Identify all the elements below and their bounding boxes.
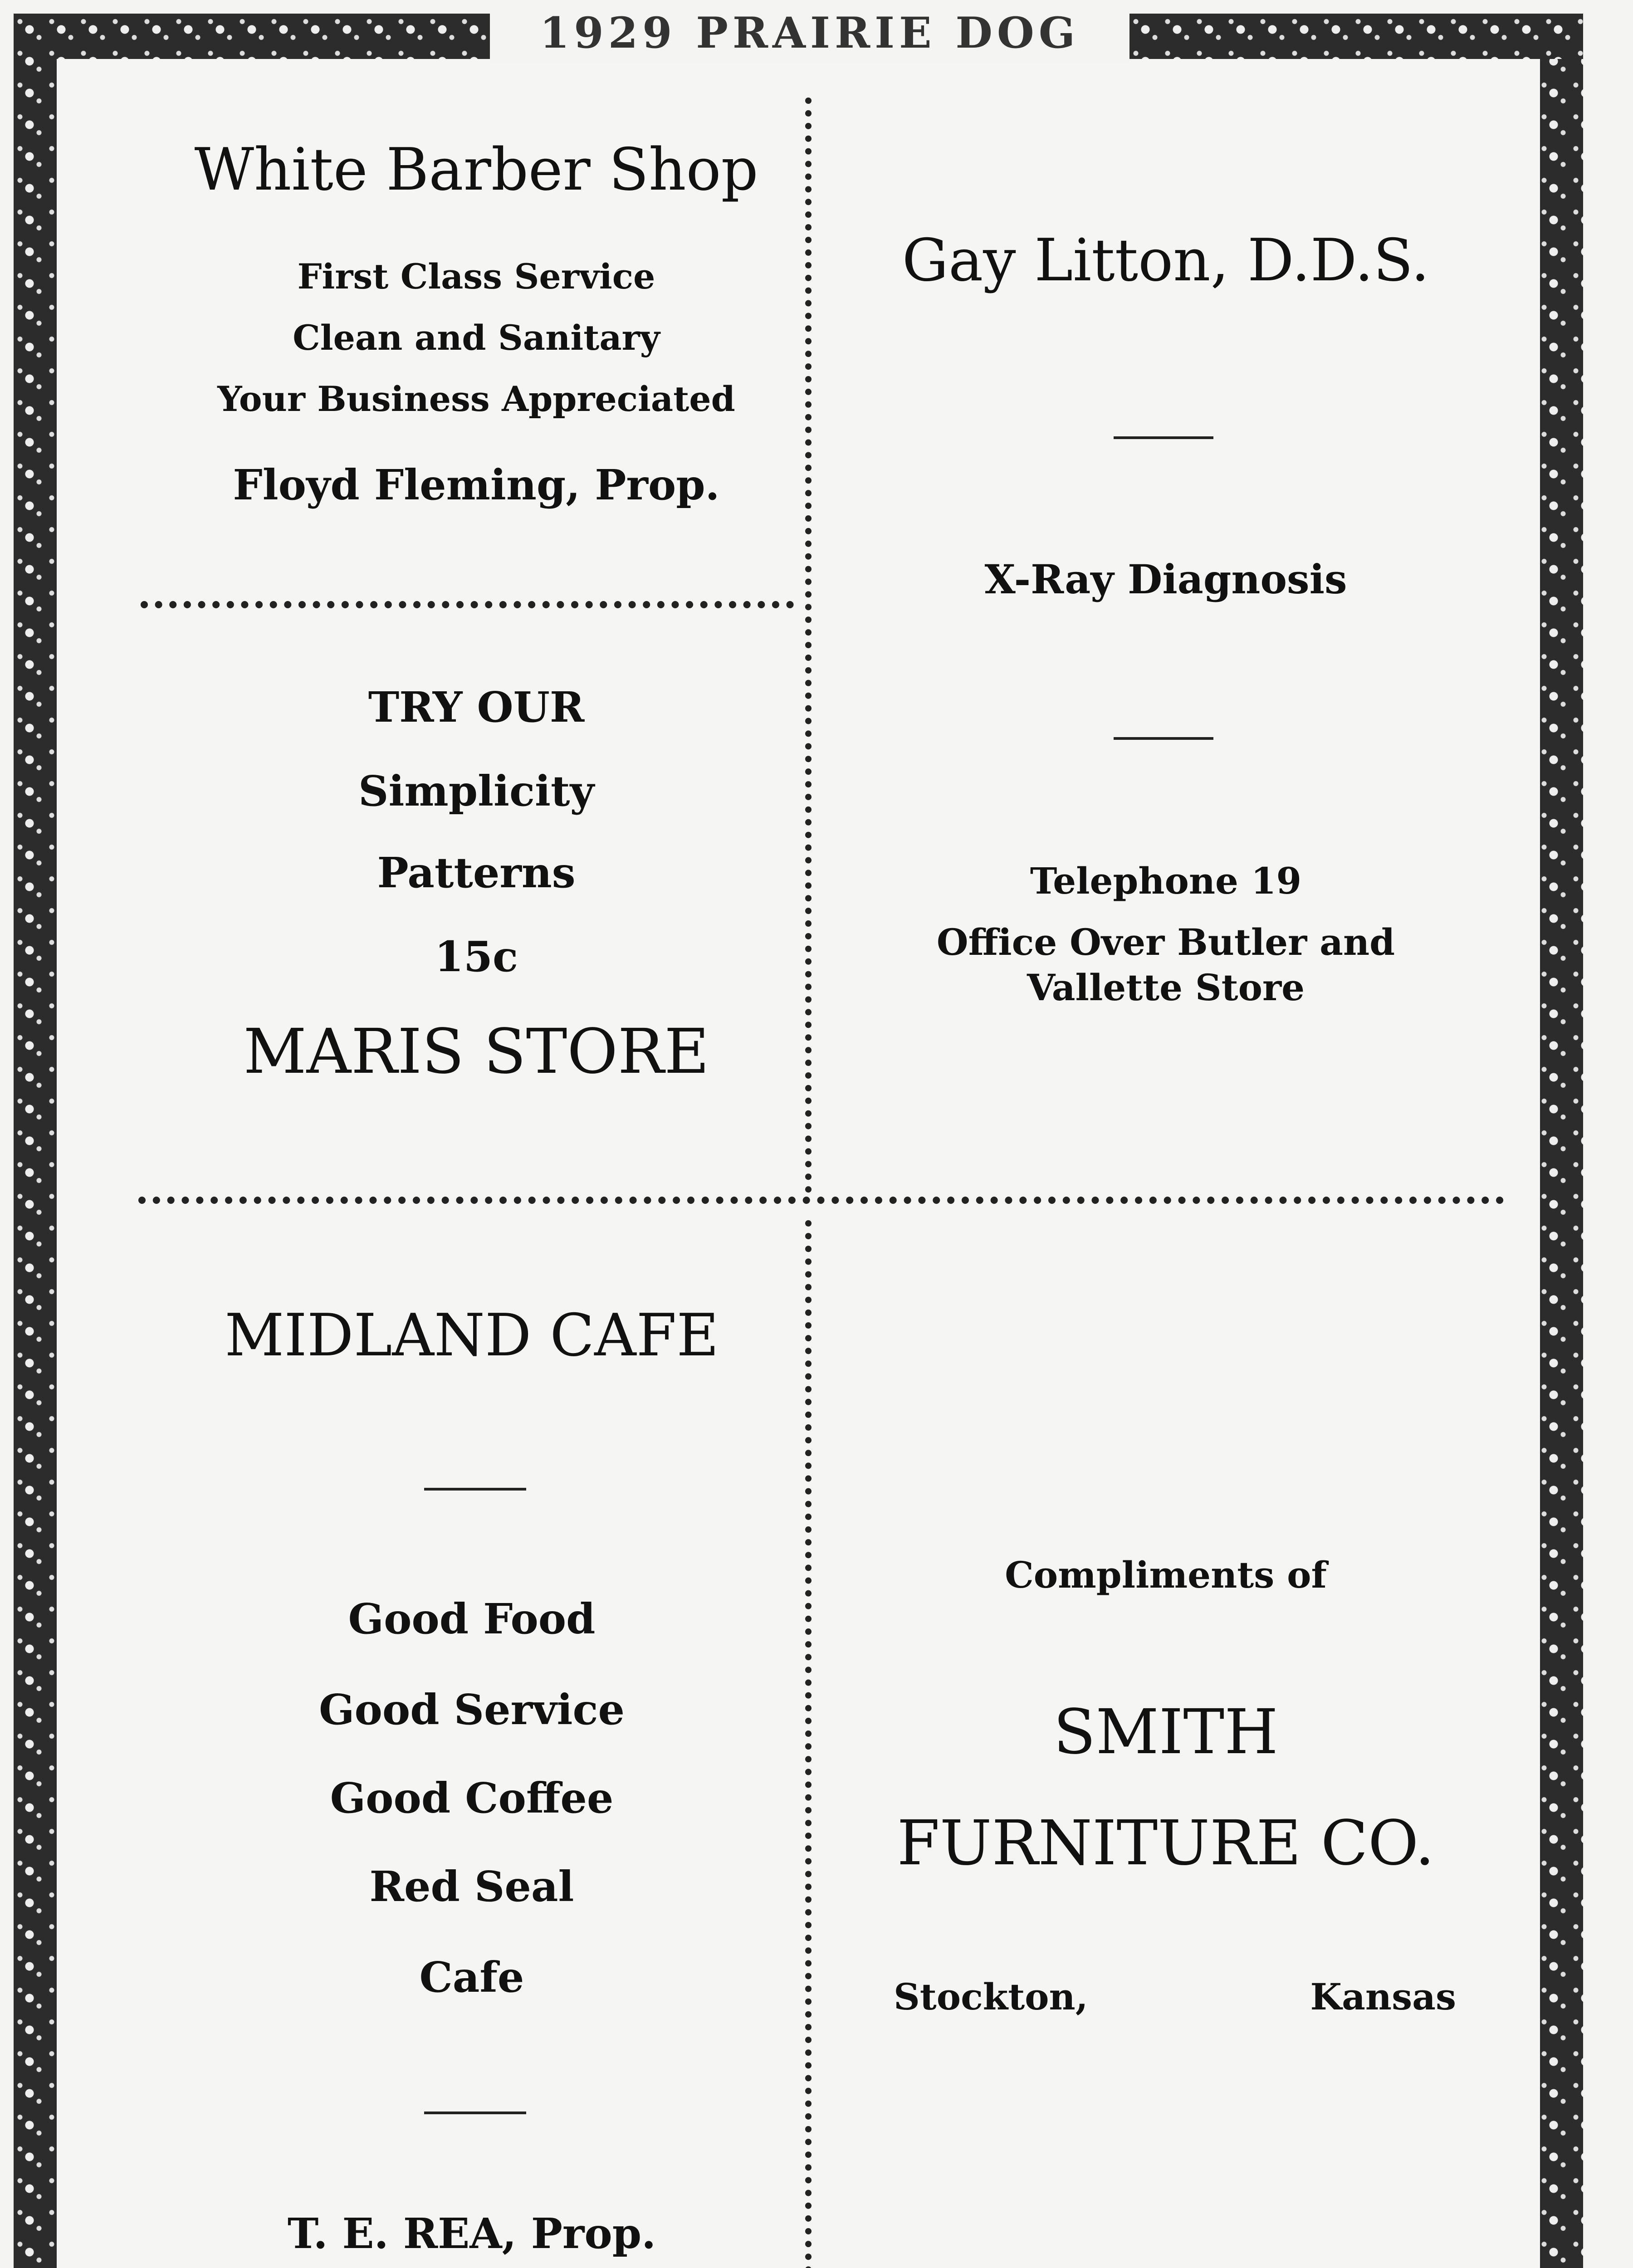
vertical-divider-bottom [805,1220,812,2268]
dentist-name: Gay Litton, D.D.S. [902,227,1430,294]
ornamental-border-right [1538,14,1583,2268]
dentist-office: Vallette Store [1027,966,1305,1009]
furniture-city: Stockton, [894,1975,1088,2018]
separator-dash [424,2112,526,2114]
dentist-service: X-Ray Diagnosis [984,556,1347,603]
maris-line: Patterns [377,848,576,897]
cafe-line: Red Seal [369,1862,574,1911]
ornamental-border-top-left [14,14,490,59]
maris-line: Simplicity [358,767,594,816]
ornamental-border-top-right [1129,14,1583,59]
dentist-phone: Telephone 19 [1030,860,1302,902]
barber-line: Your Business Appreciated [217,379,735,419]
dentist-office: Office Over Butler and [936,921,1395,963]
furniture-name-line2: FURNITURE CO. [897,1808,1435,1879]
separator-dash [424,1488,526,1491]
horizontal-divider-middle [138,1197,1504,1204]
maris-line: TRY OUR [368,683,585,732]
cafe-line: Good Coffee [330,1774,614,1823]
ornamental-border-left [14,14,59,2268]
barber-proprietor: Floyd Fleming, Prop. [233,460,720,509]
furniture-name-line1: SMITH [1053,1696,1278,1768]
separator-dash [1114,737,1213,740]
cafe-proprietor: T. E. REA, Prop. [287,2209,656,2258]
page-header: 1929 PRAIRIE DOG [490,4,1129,63]
barber-shop-name: White Barber Shop [194,136,758,204]
barber-line: Clean and Sanitary [293,318,660,358]
maris-line: 15c [434,932,518,981]
horizontal-divider-left [141,601,794,608]
cafe-name: MIDLAND CAFE [225,1302,719,1369]
cafe-line: Cafe [419,1953,524,2002]
maris-store-name: MARIS STORE [243,1016,709,1088]
cafe-line: Good Service [318,1685,625,1734]
barber-line: First Class Service [297,256,655,297]
furniture-intro: Compliments of [1005,1554,1327,1596]
cafe-line: Good Food [348,1594,596,1643]
furniture-state: Kansas [1310,1975,1456,2018]
separator-dash [1114,436,1213,439]
